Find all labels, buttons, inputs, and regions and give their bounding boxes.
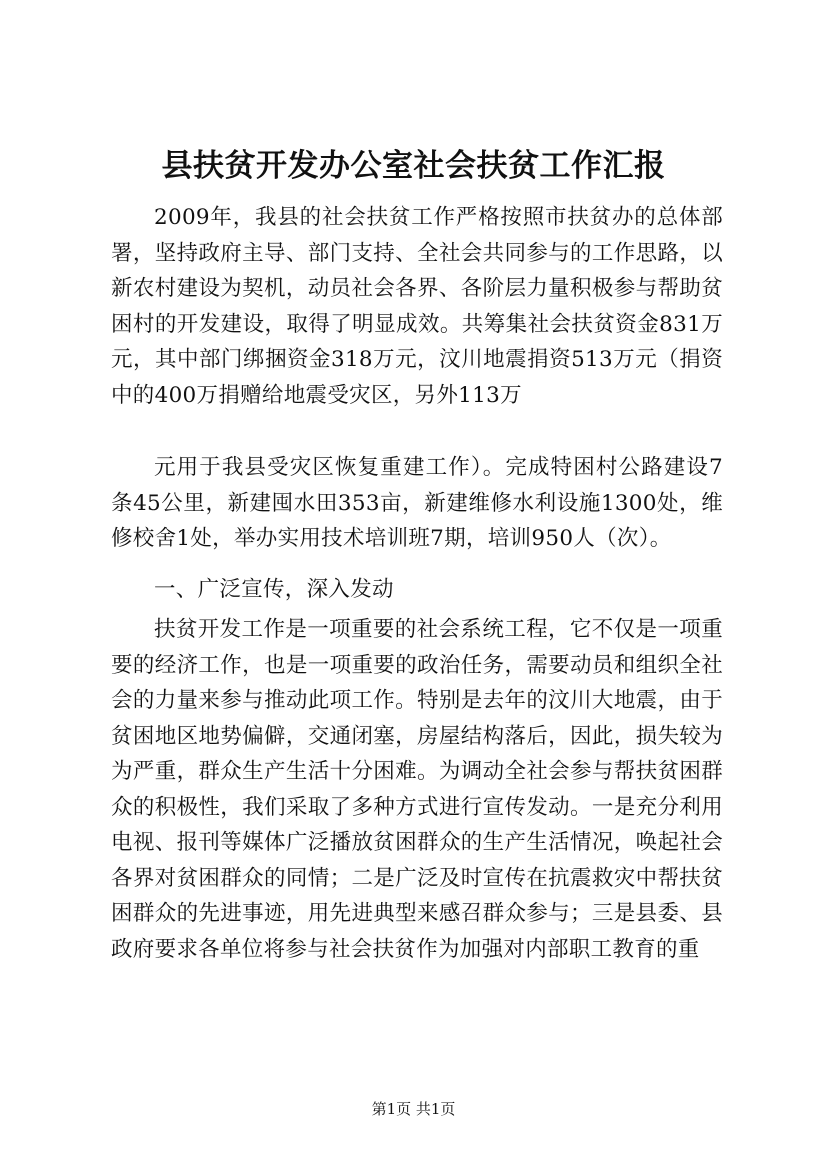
- document-title: 县扶贫开发办公室社会扶贫工作汇报: [161, 148, 666, 184]
- paragraph-publicity: 扶贫开发工作是一项重要的社会系统工程，它不仅是一项重要的经济工作，也是一项重要的政治任务，需要动员和组织全社会的力量来参与推动此项工作。特别是去年的汶川大地震，由于贫困地区地势偏僻，交通闭塞，房屋结构落后，因此，损失较为为严重，群众生产生活十分困难。为调动全社会参与帮扶贫困群众的积极性，我们采取了多种方式进行宣传发动。一是充分利用电视、报刊等媒体广泛播放贫困群众的生产生活情况，唤起社会各界对贫困群众的同情；二是广泛及时宣传在抗震救灾中帮扶贫困群众的先进事迹，用先进典型来感召群众参与；三是县委、县政府要求各单位将参与社会扶贫作为加强对内部职工教育的重: [111, 617, 723, 962]
- paragraph-results: 元用于我县受灾区恢复重建工作）。完成特困村公路建设7条45公里，新建囤水田353亩，新建维修水利设施1300处，维修校舍1处，举办实用技术培训班7期，培训950人（次）。: [111, 455, 723, 551]
- section-heading: 一、广泛宣传，深入发动: [154, 577, 394, 602]
- page-number: 第1页 共1页: [371, 1100, 456, 1118]
- paragraph-intro: 2009年，我县的社会扶贫工作严格按照市扶贫办的总体部署，坚持政府主导、部门支持、全社会共同参与的工作思路，以新农村建设为契机，动员社会各界、各阶层力量积极参与帮助贫困村的开发建设，取得了明显成效。共筹集社会扶贫资金831万元，其中部门绑捆资金318万元，汶川地震捐资513万元（捐资中的400万捐赠给地震受灾区，另外113万: [111, 205, 723, 408]
